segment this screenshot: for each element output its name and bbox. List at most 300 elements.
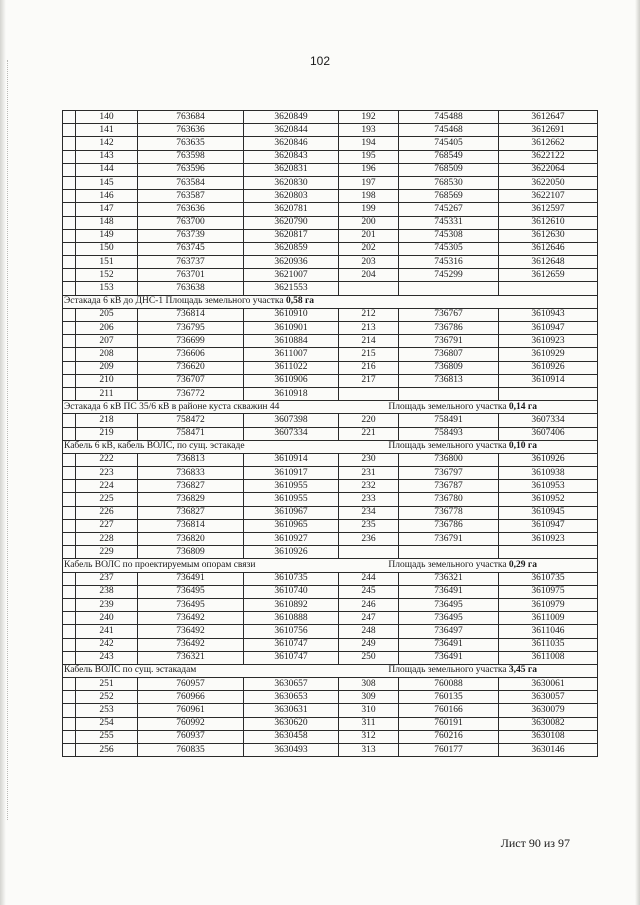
section-header-content: [64, 402, 597, 413]
x-coordinate: 736495: [399, 598, 499, 611]
x-coordinate: 760135: [399, 691, 499, 704]
point-number: 198: [339, 190, 399, 203]
y-coordinate: 3630657: [244, 678, 339, 691]
x-coordinate: 745308: [399, 229, 499, 242]
margin-cell: [63, 190, 76, 203]
table-row: [63, 216, 598, 229]
table-row: [63, 229, 598, 242]
x-coordinate: 760992: [138, 717, 244, 730]
x-coordinate: 736620: [138, 361, 244, 374]
margin-cell: [63, 744, 76, 757]
y-coordinate: 3612597: [499, 203, 598, 216]
x-coordinate: [399, 387, 499, 400]
x-coordinate: 736833: [138, 467, 244, 480]
point-number: 140: [76, 111, 138, 124]
y-coordinate: 3610747: [244, 638, 339, 651]
point-number: 234: [339, 506, 399, 519]
point-number: 249: [339, 638, 399, 651]
y-coordinate: 3620790: [244, 216, 339, 229]
table-row: [63, 585, 598, 598]
point-number: 235: [339, 519, 399, 532]
section-header-row: [63, 559, 598, 572]
y-coordinate: 3607334: [499, 414, 598, 427]
y-coordinate: 3610910: [244, 308, 339, 321]
table-row: [63, 691, 598, 704]
y-coordinate: 3610947: [499, 322, 598, 335]
table-row: [63, 150, 598, 163]
y-coordinate: 3620849: [244, 111, 339, 124]
section-header-row: [63, 295, 598, 308]
x-coordinate: 763636: [138, 124, 244, 137]
point-number: 210: [76, 374, 138, 387]
point-number: 209: [76, 361, 138, 374]
table-row: [63, 744, 598, 757]
x-coordinate: 736606: [138, 348, 244, 361]
margin-cell: [63, 506, 76, 519]
point-number: 195: [339, 150, 399, 163]
table-row: [63, 176, 598, 189]
x-coordinate: 736809: [399, 361, 499, 374]
x-coordinate: 736778: [399, 506, 499, 519]
y-coordinate: 3630082: [499, 717, 598, 730]
point-number: 203: [339, 256, 399, 269]
point-number: 232: [339, 480, 399, 493]
point-number: 145: [76, 176, 138, 189]
table-row: [63, 625, 598, 638]
y-coordinate: 3611035: [499, 638, 598, 651]
section-title: Кабель ВОЛС по проектируемым опорам связи: [64, 559, 256, 570]
x-coordinate: 736786: [399, 322, 499, 335]
point-number: 229: [76, 546, 138, 559]
x-coordinate: 736492: [138, 638, 244, 651]
y-coordinate: 3620830: [244, 176, 339, 189]
table-row: [63, 467, 598, 480]
x-coordinate: 736827: [138, 480, 244, 493]
x-coordinate: 763635: [138, 137, 244, 150]
y-coordinate: 3630458: [244, 730, 339, 743]
point-number: 153: [76, 282, 138, 295]
x-coordinate: 760216: [399, 730, 499, 743]
section-area: [388, 560, 537, 571]
area-label: Площадь земельного участка: [388, 401, 509, 412]
margin-cell: [63, 387, 76, 400]
y-coordinate: 3610965: [244, 519, 339, 532]
x-coordinate: 736807: [399, 348, 499, 361]
y-coordinate: 3630057: [499, 691, 598, 704]
y-coordinate: 3610923: [499, 335, 598, 348]
margin-cell: [63, 533, 76, 546]
margin-cell: [63, 229, 76, 242]
y-coordinate: 3620817: [244, 229, 339, 242]
x-coordinate: 736492: [138, 625, 244, 638]
x-coordinate: 736795: [138, 322, 244, 335]
point-number: [339, 546, 399, 559]
x-coordinate: 763737: [138, 256, 244, 269]
x-coordinate: 736809: [138, 546, 244, 559]
x-coordinate: 736495: [399, 612, 499, 625]
table-row: [63, 361, 598, 374]
x-coordinate: 763745: [138, 242, 244, 255]
x-coordinate: 736497: [399, 625, 499, 638]
section-title: Эстакада 6 кВ ПС 35/6 кВ в районе куста скважин 44: [64, 401, 280, 412]
section-title: Кабель ВОЛС по сущ. эстакадам: [64, 665, 197, 676]
area-value: 3,45 га: [508, 665, 537, 676]
x-coordinate: 763587: [138, 190, 244, 203]
page-number: 102: [309, 54, 331, 68]
point-number: 202: [339, 242, 399, 255]
point-number: 142: [76, 137, 138, 150]
point-number: 220: [339, 414, 399, 427]
x-coordinate: 760835: [138, 744, 244, 757]
margin-cell: [63, 638, 76, 651]
y-coordinate: 3612647: [499, 111, 598, 124]
table-row: [63, 598, 598, 611]
y-coordinate: 3620936: [244, 256, 339, 269]
y-coordinate: 3610926: [244, 546, 339, 559]
y-coordinate: [499, 387, 598, 400]
table-row: [63, 414, 598, 427]
y-coordinate: 3612648: [499, 256, 598, 269]
margin-cell: [63, 625, 76, 638]
y-coordinate: 3621007: [244, 269, 339, 282]
point-number: 204: [339, 269, 399, 282]
point-number: 213: [339, 322, 399, 335]
point-number: 236: [339, 533, 399, 546]
margin-cell: [63, 203, 76, 216]
point-number: 250: [339, 651, 399, 664]
x-coordinate: 745468: [399, 124, 499, 137]
x-coordinate: 736813: [138, 453, 244, 466]
y-coordinate: 3610906: [244, 374, 339, 387]
x-coordinate: 745405: [399, 137, 499, 150]
margin-cell: [63, 704, 76, 717]
point-number: 255: [76, 730, 138, 743]
y-coordinate: 3610979: [499, 598, 598, 611]
table-row: [63, 638, 598, 651]
area-label: Площадь земельного участка: [388, 441, 509, 452]
margin-cell: [63, 361, 76, 374]
point-number: 147: [76, 203, 138, 216]
y-coordinate: 3611046: [499, 625, 598, 638]
point-number: 216: [339, 361, 399, 374]
table-row: [63, 374, 598, 387]
margin-cell: [63, 374, 76, 387]
point-number: 200: [339, 216, 399, 229]
x-coordinate: 736791: [399, 533, 499, 546]
y-coordinate: 3610884: [244, 335, 339, 348]
y-coordinate: 3630108: [499, 730, 598, 743]
y-coordinate: 3610923: [499, 533, 598, 546]
y-coordinate: 3610735: [499, 572, 598, 585]
area-label: Площадь земельного участка: [388, 559, 509, 570]
y-coordinate: 3610929: [499, 348, 598, 361]
x-coordinate: 736820: [138, 533, 244, 546]
y-coordinate: 3622050: [499, 176, 598, 189]
y-coordinate: 3620844: [244, 124, 339, 137]
point-number: 245: [339, 585, 399, 598]
x-coordinate: 760966: [138, 691, 244, 704]
y-coordinate: 3610747: [244, 651, 339, 664]
table-row: [63, 493, 598, 506]
margin-cell: [63, 546, 76, 559]
margin-cell: [63, 717, 76, 730]
point-number: 241: [76, 625, 138, 638]
table-row: [63, 111, 598, 124]
margin-cell: [63, 691, 76, 704]
y-coordinate: 3620831: [244, 163, 339, 176]
scan-artifact: [7, 60, 9, 820]
point-number: 243: [76, 651, 138, 664]
y-coordinate: 3630061: [499, 678, 598, 691]
margin-cell: [63, 111, 76, 124]
point-number: 218: [76, 414, 138, 427]
point-number: 223: [76, 467, 138, 480]
y-coordinate: 3607406: [499, 427, 598, 440]
section-header-content: [64, 665, 597, 676]
point-number: 206: [76, 322, 138, 335]
margin-cell: [63, 493, 76, 506]
x-coordinate: 763598: [138, 150, 244, 163]
margin-cell: [63, 124, 76, 137]
y-coordinate: 3612691: [499, 124, 598, 137]
point-number: 248: [339, 625, 399, 638]
x-coordinate: 763638: [138, 282, 244, 295]
point-number: 141: [76, 124, 138, 137]
y-coordinate: 3610943: [499, 308, 598, 321]
area-value: 0,58 га: [285, 296, 315, 307]
y-coordinate: 3610955: [244, 480, 339, 493]
point-number: 217: [339, 374, 399, 387]
y-coordinate: 3612646: [499, 242, 598, 255]
table-row: [63, 533, 598, 546]
table-row: [63, 572, 598, 585]
y-coordinate: 3630653: [244, 691, 339, 704]
margin-cell: [63, 730, 76, 743]
table-row: [63, 427, 598, 440]
y-coordinate: 3610735: [244, 572, 339, 585]
table-row: [63, 124, 598, 137]
margin-cell: [63, 678, 76, 691]
y-coordinate: 3611008: [499, 651, 598, 664]
table-row: [63, 190, 598, 203]
point-number: 226: [76, 506, 138, 519]
section-area: [388, 665, 537, 676]
y-coordinate: 3610888: [244, 612, 339, 625]
table-row: [63, 651, 598, 664]
point-number: 246: [339, 598, 399, 611]
x-coordinate: 760957: [138, 678, 244, 691]
y-coordinate: 3607398: [244, 414, 339, 427]
point-number: 231: [339, 467, 399, 480]
x-coordinate: 736707: [138, 374, 244, 387]
x-coordinate: 768569: [399, 190, 499, 203]
point-number: 242: [76, 638, 138, 651]
point-number: 196: [339, 163, 399, 176]
y-coordinate: 3610914: [244, 453, 339, 466]
table-row: [63, 203, 598, 216]
x-coordinate: 736800: [399, 453, 499, 466]
y-coordinate: 3620843: [244, 150, 339, 163]
x-coordinate: 745305: [399, 242, 499, 255]
x-coordinate: 763700: [138, 216, 244, 229]
coordinates-table-body: [63, 111, 598, 757]
margin-cell: [63, 348, 76, 361]
x-coordinate: 763584: [138, 176, 244, 189]
section-header-row: [63, 664, 598, 677]
y-coordinate: 3610947: [499, 519, 598, 532]
x-coordinate: 760937: [138, 730, 244, 743]
x-coordinate: 760166: [399, 704, 499, 717]
sheet-footer: Лист 90 из 97: [500, 836, 570, 850]
y-coordinate: 3630079: [499, 704, 598, 717]
coordinates-table: [62, 110, 598, 757]
point-number: 219: [76, 427, 138, 440]
section-header-row: [63, 401, 598, 414]
y-coordinate: 3611009: [499, 612, 598, 625]
y-coordinate: 3610914: [499, 374, 598, 387]
x-coordinate: 736797: [399, 467, 499, 480]
point-number: 212: [339, 308, 399, 321]
point-number: 150: [76, 242, 138, 255]
point-number: 256: [76, 744, 138, 757]
scan-edge-right: [635, 0, 640, 905]
point-number: 197: [339, 176, 399, 189]
y-coordinate: [499, 546, 598, 559]
point-number: 313: [339, 744, 399, 757]
x-coordinate: 736491: [399, 585, 499, 598]
y-coordinate: [499, 282, 598, 295]
point-number: 194: [339, 137, 399, 150]
y-coordinate: 3610926: [499, 453, 598, 466]
point-number: 225: [76, 493, 138, 506]
point-number: 254: [76, 717, 138, 730]
x-coordinate: 763684: [138, 111, 244, 124]
x-coordinate: 758471: [138, 427, 244, 440]
point-number: 312: [339, 730, 399, 743]
y-coordinate: 3621553: [244, 282, 339, 295]
point-number: 253: [76, 704, 138, 717]
point-number: 251: [76, 678, 138, 691]
point-number: 228: [76, 533, 138, 546]
table-row: [63, 453, 598, 466]
x-coordinate: 736491: [138, 572, 244, 585]
point-number: 143: [76, 150, 138, 163]
y-coordinate: 3610917: [244, 467, 339, 480]
area-value: 0,10 га: [508, 441, 537, 452]
x-coordinate: 736699: [138, 335, 244, 348]
margin-cell: [63, 269, 76, 282]
point-number: 152: [76, 269, 138, 282]
section-header: [63, 401, 598, 414]
y-coordinate: 3610756: [244, 625, 339, 638]
section-header: [63, 559, 598, 572]
margin-cell: [63, 427, 76, 440]
point-number: 193: [339, 124, 399, 137]
x-coordinate: 736786: [399, 519, 499, 532]
table-row: [63, 348, 598, 361]
point-number: 201: [339, 229, 399, 242]
x-coordinate: 736491: [399, 651, 499, 664]
y-coordinate: 3610938: [499, 467, 598, 480]
y-coordinate: 3630146: [499, 744, 598, 757]
point-number: 192: [339, 111, 399, 124]
point-number: 311: [339, 717, 399, 730]
table-row: [63, 506, 598, 519]
x-coordinate: 760088: [399, 678, 499, 691]
y-coordinate: 3610926: [499, 361, 598, 374]
margin-cell: [63, 467, 76, 480]
table-row: [63, 242, 598, 255]
margin-cell: [63, 282, 76, 295]
margin-cell: [63, 519, 76, 532]
margin-cell: [63, 137, 76, 150]
x-coordinate: 768509: [399, 163, 499, 176]
x-coordinate: 758472: [138, 414, 244, 427]
point-number: 148: [76, 216, 138, 229]
area-label: Площадь земельного участка: [388, 665, 509, 676]
y-coordinate: 3620859: [244, 242, 339, 255]
margin-cell: [63, 598, 76, 611]
point-number: 221: [339, 427, 399, 440]
x-coordinate: 736495: [138, 585, 244, 598]
x-coordinate: 763636: [138, 203, 244, 216]
y-coordinate: 3611022: [244, 361, 339, 374]
table-row: [63, 137, 598, 150]
margin-cell: [63, 308, 76, 321]
margin-cell: [63, 322, 76, 335]
margin-cell: [63, 242, 76, 255]
x-coordinate: 736813: [399, 374, 499, 387]
table-row: [63, 678, 598, 691]
x-coordinate: 768530: [399, 176, 499, 189]
y-coordinate: 3620781: [244, 203, 339, 216]
point-number: 151: [76, 256, 138, 269]
y-coordinate: 3622122: [499, 150, 598, 163]
y-coordinate: 3610975: [499, 585, 598, 598]
y-coordinate: 3610740: [244, 585, 339, 598]
margin-cell: [63, 335, 76, 348]
x-coordinate: 736491: [399, 638, 499, 651]
y-coordinate: 3630493: [244, 744, 339, 757]
section-title: Кабель 6 кВ, кабель ВОЛС, по сущ. эстакаде: [64, 441, 245, 452]
point-number: [339, 282, 399, 295]
table-row: [63, 730, 598, 743]
y-coordinate: 3612659: [499, 269, 598, 282]
x-coordinate: 736767: [399, 308, 499, 321]
x-coordinate: 736495: [138, 598, 244, 611]
y-coordinate: 3611007: [244, 348, 339, 361]
point-number: 199: [339, 203, 399, 216]
scan-edge-left: [0, 0, 6, 905]
x-coordinate: 736772: [138, 387, 244, 400]
y-coordinate: 3610927: [244, 533, 339, 546]
x-coordinate: 760961: [138, 704, 244, 717]
point-number: 144: [76, 163, 138, 176]
x-coordinate: 736321: [138, 651, 244, 664]
margin-cell: [63, 480, 76, 493]
y-coordinate: 3610918: [244, 387, 339, 400]
margin-cell: [63, 612, 76, 625]
section-title: Эстакада 6 кВ до ДНС-1 Площадь земельного участка: [64, 296, 286, 307]
y-coordinate: 3612610: [499, 216, 598, 229]
y-coordinate: 3612662: [499, 137, 598, 150]
y-coordinate: 3610953: [499, 480, 598, 493]
y-coordinate: 3610892: [244, 598, 339, 611]
point-number: 247: [339, 612, 399, 625]
margin-cell: [63, 256, 76, 269]
point-number: 310: [339, 704, 399, 717]
point-number: 240: [76, 612, 138, 625]
